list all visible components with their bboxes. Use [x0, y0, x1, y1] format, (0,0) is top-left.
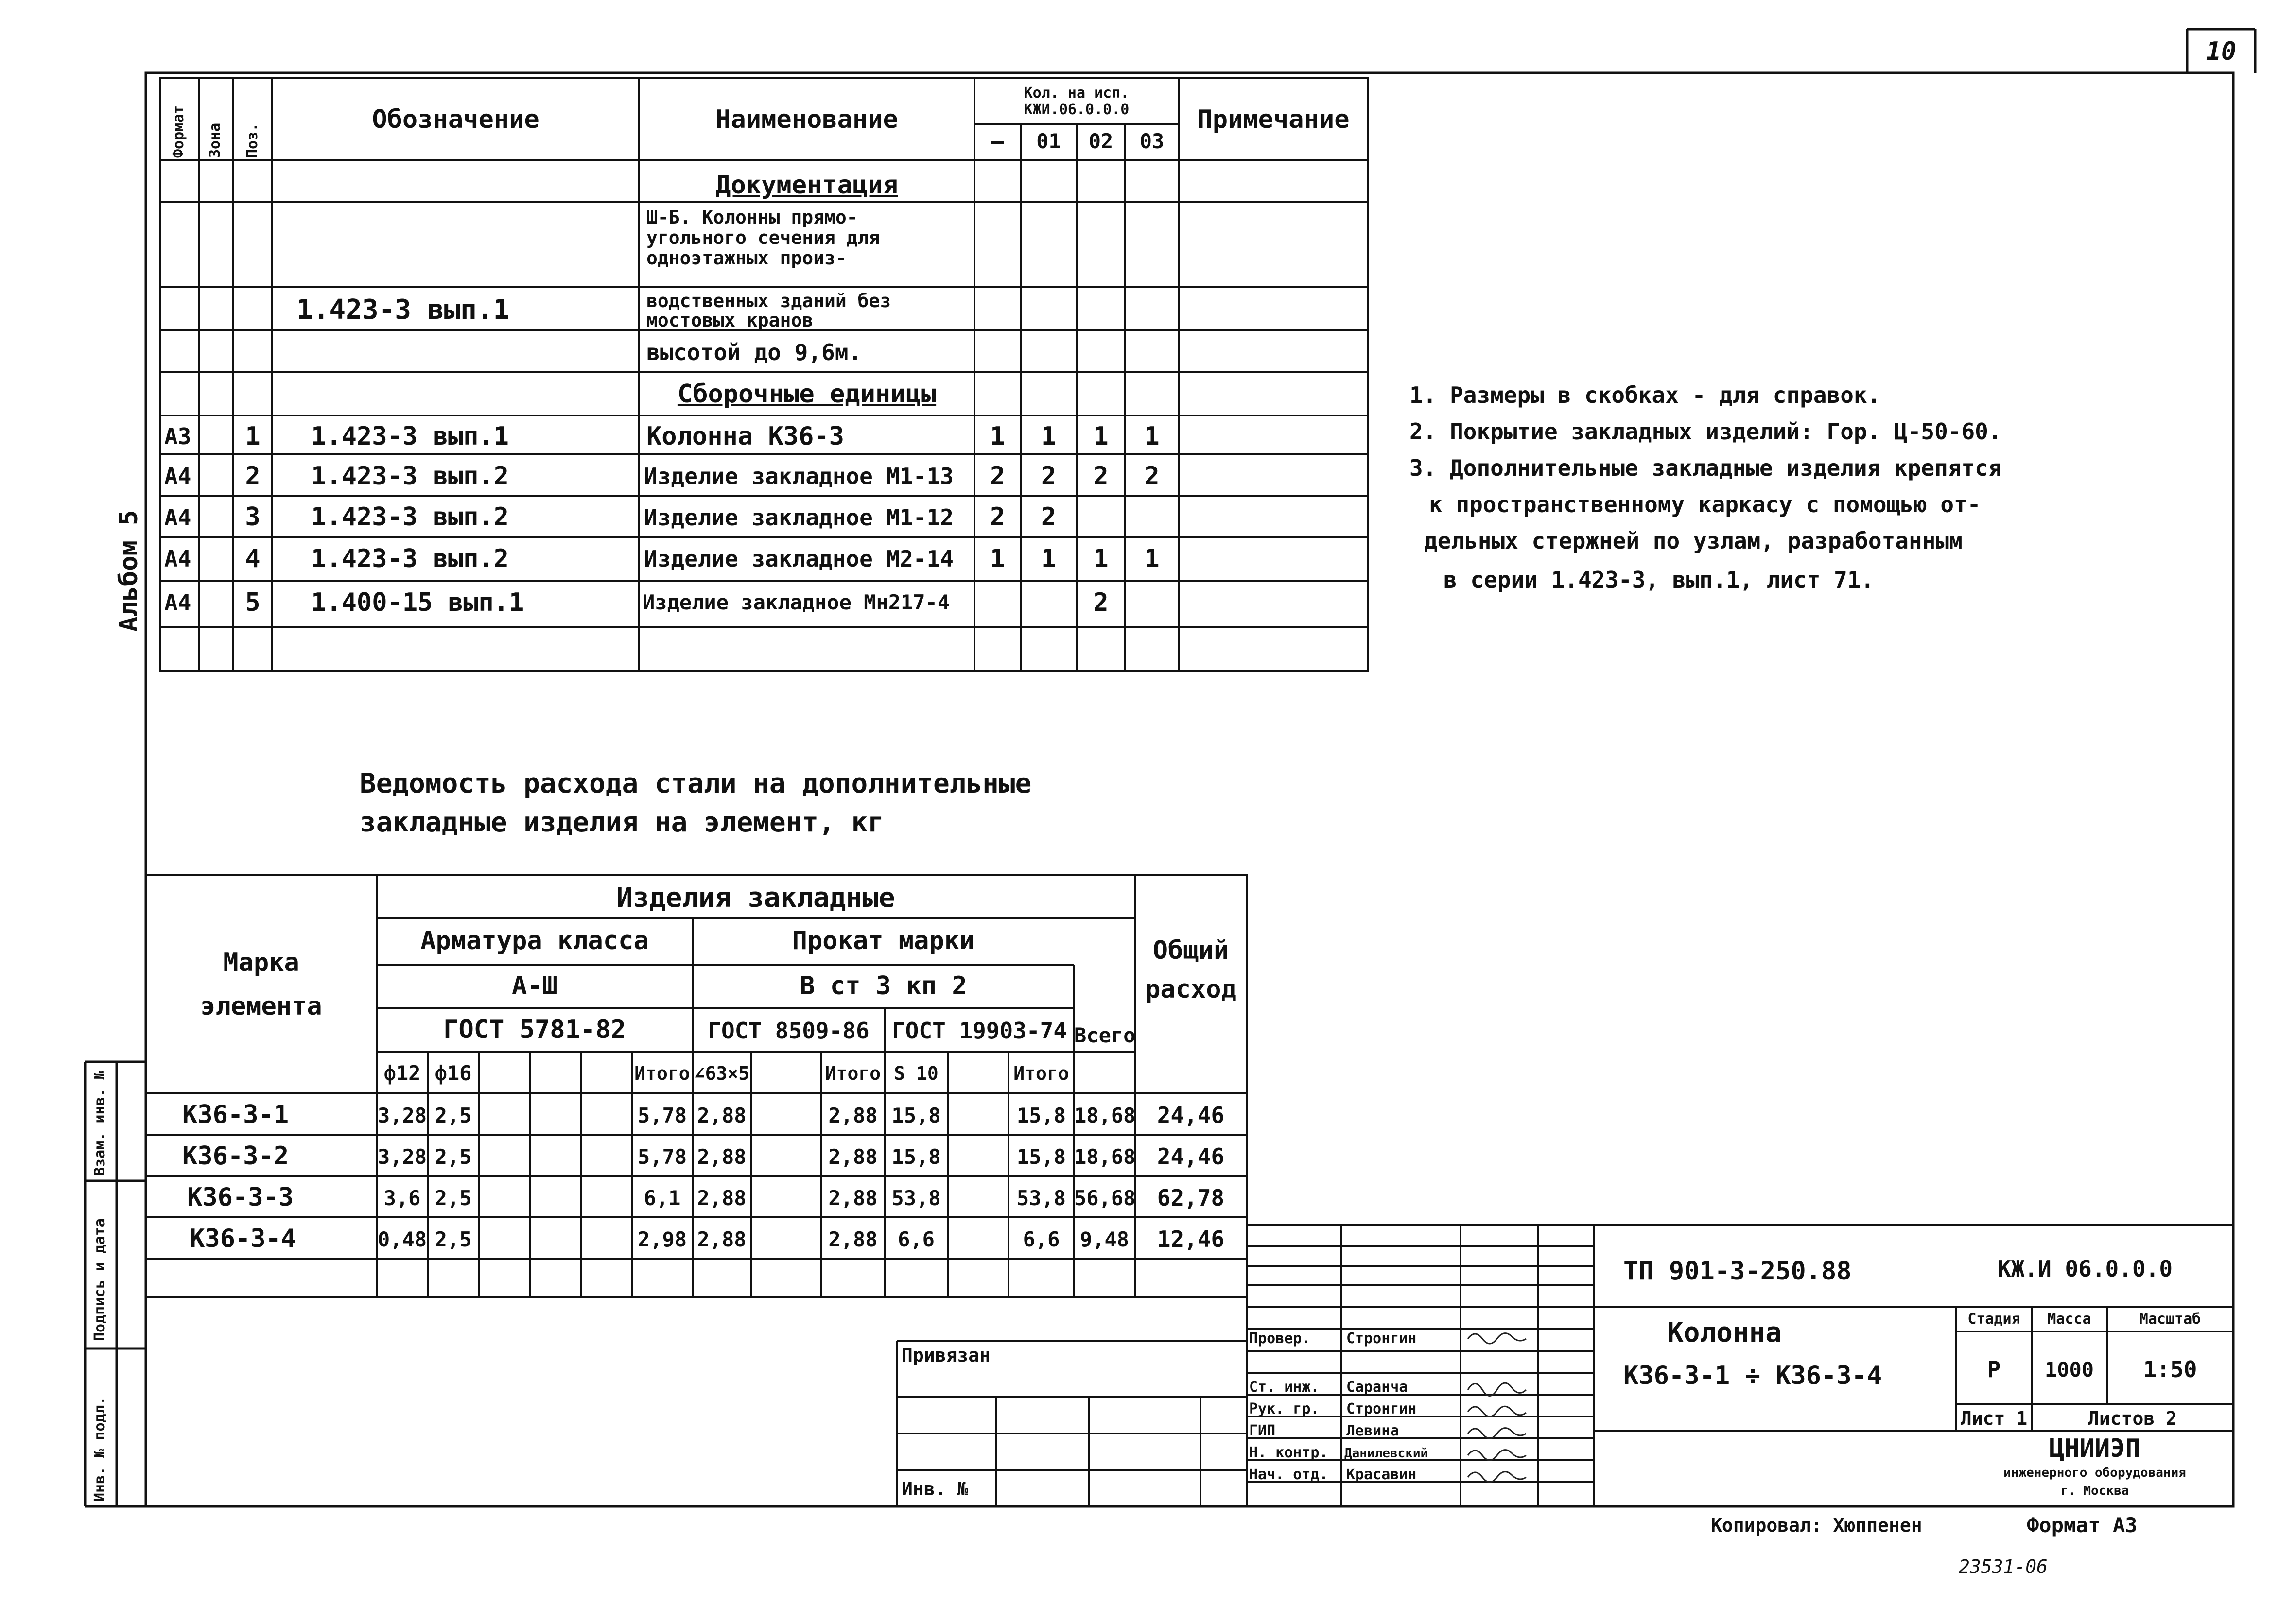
- spec-row-qty: 1: [1093, 422, 1109, 451]
- spec-row-qty: 2: [1093, 588, 1109, 617]
- title-sheets-label: Листов 2: [2087, 1408, 2177, 1429]
- spec-row-pos: 4: [245, 544, 261, 573]
- steel-header-general-2: расход: [1145, 975, 1236, 1004]
- steel-cell: 2,88: [697, 1104, 747, 1127]
- role-label: Провер.: [1249, 1330, 1311, 1347]
- steel-subcol: S 10: [894, 1063, 939, 1084]
- role-name: Левина: [1346, 1422, 1399, 1439]
- role-name: Саранча: [1346, 1379, 1408, 1396]
- spec-row-pos: 2: [245, 462, 261, 491]
- spec-row-qty: 1: [1093, 544, 1109, 573]
- spec-header-pos: Поз.: [244, 122, 261, 158]
- note-line-4: к пространственному каркасу с помощью от-: [1429, 491, 1981, 518]
- role-name: Данилевский: [1344, 1446, 1428, 1461]
- steel-cell: 2,5: [435, 1145, 472, 1169]
- sheet-number: 10: [2206, 37, 2237, 66]
- steel-cell: 2,88: [828, 1227, 878, 1251]
- spec-header-qty-2: 02: [1088, 129, 1113, 153]
- steel-subcol: ∠63×5: [694, 1063, 750, 1084]
- steel-cell: 2,88: [697, 1227, 747, 1251]
- title-object-marks: К36-3-1 ÷ К36-3-4: [1623, 1361, 1882, 1390]
- spec-row-designation: 1.423-3 вып.1: [311, 422, 509, 451]
- spec-header-zone: Зона: [207, 122, 224, 158]
- steel-cell: 5,78: [637, 1145, 687, 1169]
- steel-cell: 9,48: [1079, 1227, 1130, 1251]
- spec-row-format: А3: [164, 423, 191, 449]
- steel-cell: 15,8: [891, 1104, 941, 1127]
- title-scale-value: 1:50: [2143, 1356, 2197, 1382]
- spec-row-format: А4: [164, 504, 191, 531]
- note-line-1: 1. Размеры в скобках - для справок.: [1409, 382, 1881, 408]
- role-name: Стронгин: [1346, 1330, 1417, 1347]
- spec-doc-name-line-2: угольного сечения для: [646, 227, 880, 248]
- spec-row-name: Изделие закладное Мн217-4: [643, 590, 950, 614]
- spec-doc-name-line-4: водственных зданий без: [646, 290, 891, 311]
- title-sheet-label: Лист 1: [1960, 1408, 2028, 1429]
- steel-cell: 2,98: [637, 1227, 687, 1251]
- spec-row-qty: 1: [1041, 544, 1057, 573]
- steel-cell: 6,6: [1023, 1227, 1060, 1251]
- role-label: Нач. отд.: [1249, 1466, 1328, 1483]
- spec-header-name: Наименование: [715, 105, 898, 134]
- steel-header-items: Изделия закладные: [616, 882, 895, 914]
- strip-replace-label: Взам. инв. №: [91, 1071, 108, 1176]
- title-stage-label: Стадия: [1967, 1311, 2020, 1328]
- format-label: Формат А3: [2027, 1513, 2138, 1537]
- binding-inv-label: Инв. №: [902, 1478, 969, 1500]
- steel-header-gost-a: ГОСТ 8509-86: [708, 1018, 870, 1044]
- steel-cell: 0,48: [377, 1227, 427, 1251]
- steel-cell: 24,46: [1157, 1143, 1225, 1170]
- spec-row-qty: 2: [990, 502, 1006, 532]
- note-line-5: дельных стержней по узлам, разработанным: [1424, 528, 1963, 554]
- steel-header-rolled-grade: В ст 3 кп 2: [800, 971, 967, 1001]
- note-line-3: 3. Дополнительные закладные изделия крепятся: [1409, 455, 2002, 481]
- note-line-2: 2. Покрытие закладных изделий: Гор. Ц-50-60.: [1409, 418, 2002, 445]
- spec-row-qty: 2: [1041, 502, 1057, 532]
- spec-row-qty: 1: [990, 422, 1006, 451]
- steel-header-total-all: Всего: [1074, 1023, 1136, 1047]
- spec-row-qty: 2: [1093, 462, 1109, 491]
- title-mass-value: 1000: [2044, 1358, 2094, 1382]
- spec-row-qty: 2: [1041, 462, 1057, 491]
- title-org-line-3: г. Москва: [2060, 1484, 2129, 1498]
- steel-table-title-line-1: Ведомость расхода стали на дополнительные: [360, 768, 1032, 799]
- steel-subcol: Итого: [1013, 1063, 1069, 1084]
- role-label: Ст. инж.: [1249, 1379, 1320, 1396]
- spec-header-qty-3: 03: [1139, 129, 1165, 153]
- title-object-name: Колонна: [1667, 1317, 1782, 1348]
- title-stage-value: Р: [1987, 1356, 2001, 1382]
- binding-label: Привязан: [902, 1345, 991, 1366]
- steel-cell: 15,8: [1016, 1104, 1066, 1127]
- spec-row-designation: 1.423-3 вып.2: [311, 462, 509, 491]
- spec-doc-name-line-6: высотой до 9,6м.: [646, 339, 862, 365]
- spec-doc-designation: 1.423-3 вып.1: [296, 294, 510, 326]
- spec-section-assembly: Сборочные единицы: [677, 380, 937, 409]
- steel-cell: 6,1: [644, 1186, 681, 1210]
- spec-doc-name-line-1: Ш-Б. Колонны прямо-: [646, 207, 858, 228]
- steel-cell: 2,5: [435, 1104, 472, 1127]
- title-scale-label: Масштаб: [2139, 1311, 2201, 1328]
- steel-cell: 15,8: [1016, 1145, 1066, 1169]
- spec-header-qty-0: —: [991, 129, 1004, 153]
- steel-header-rolled: Прокат марки: [792, 926, 975, 955]
- steel-cell: 2,88: [828, 1104, 878, 1127]
- steel-cell: 15,8: [891, 1145, 941, 1169]
- steel-cell: 3,28: [377, 1104, 427, 1127]
- title-org-line-2: инженерного оборудования: [2003, 1466, 2186, 1480]
- spec-row-qty: 1: [1144, 544, 1160, 573]
- steel-cell: 2,5: [435, 1227, 472, 1251]
- spec-row-qty: 1: [1041, 422, 1057, 451]
- steel-row-mark: К36-3-1: [182, 1100, 289, 1129]
- spec-row-qty: 2: [990, 462, 1006, 491]
- steel-header-rebar-class: А-Ш: [512, 971, 557, 1001]
- steel-cell: 56,68: [1074, 1186, 1136, 1210]
- steel-cell: 53,8: [1016, 1186, 1066, 1210]
- spec-row-designation: 1.423-3 вып.2: [311, 502, 509, 532]
- spec-row-designation: 1.423-3 вып.2: [311, 544, 509, 573]
- steel-cell: 3,28: [377, 1145, 427, 1169]
- spec-row-qty: 1: [990, 544, 1006, 573]
- steel-subcol: Итого: [825, 1063, 881, 1084]
- steel-cell: 24,46: [1157, 1102, 1225, 1128]
- spec-row-format: А4: [164, 546, 191, 572]
- spec-doc-name-line-5: мостовых кранов: [646, 310, 814, 331]
- steel-cell: 18,68: [1074, 1104, 1136, 1127]
- spec-header-designation: Обозначение: [372, 105, 539, 134]
- title-doc-code: КЖ.И 06.0.0.0: [1998, 1256, 2173, 1282]
- steel-header-rebar: Арматура класса: [420, 926, 649, 955]
- steel-row-mark: К36-3-4: [190, 1224, 296, 1253]
- steel-row-mark: К36-3-3: [187, 1183, 294, 1212]
- spec-row-designation: 1.400-15 вып.1: [311, 588, 524, 617]
- steel-header-general-1: Общий: [1152, 936, 1229, 965]
- album-label: Альбом 5: [114, 510, 143, 632]
- steel-cell: 5,78: [637, 1104, 687, 1127]
- spec-doc-name-line-3: одноэтажных произ-: [646, 247, 847, 269]
- steel-cell: 62,78: [1157, 1185, 1225, 1211]
- steel-cell: 2,88: [697, 1186, 747, 1210]
- steel-cell: 2,88: [828, 1145, 878, 1169]
- steel-cell: 6,6: [898, 1227, 935, 1251]
- spec-row-format: А4: [164, 463, 191, 489]
- role-label: ГИП: [1249, 1422, 1276, 1439]
- role-name: Стронгин: [1346, 1400, 1417, 1417]
- spec-row-qty: 2: [1144, 462, 1160, 491]
- steel-subcol: ф12: [383, 1061, 421, 1085]
- steel-cell: 2,88: [828, 1186, 878, 1210]
- spec-header-qty-title: Кол. на исп. КЖИ.06.0.0.0: [1024, 85, 1130, 118]
- strip-inv-label: Инв. № подл.: [91, 1396, 108, 1502]
- steel-cell: 12,46: [1157, 1226, 1225, 1252]
- spec-header-qty-1: 01: [1036, 129, 1061, 153]
- steel-row-mark: К36-3-2: [182, 1141, 289, 1171]
- archive-number: 23531-06: [1959, 1556, 2048, 1577]
- title-org-name: ЦНИИЭП: [2049, 1434, 2140, 1463]
- spec-row-name: Изделие закладное М1-13: [644, 463, 954, 489]
- title-project-code: ТП 901-3-250.88: [1623, 1257, 1852, 1286]
- steel-cell: 2,5: [435, 1186, 472, 1210]
- steel-header-gost-b: ГОСТ 19903-74: [891, 1018, 1067, 1044]
- spec-section-documentation: Документация: [715, 171, 898, 200]
- spec-row-name: Колонна К36-3: [646, 422, 844, 451]
- role-label: Н. контр.: [1249, 1444, 1328, 1461]
- note-line-6: в серии 1.423-3, вып.1, лист 71.: [1444, 567, 1875, 593]
- spec-header-format: Формат: [170, 105, 187, 158]
- spec-row-pos: 3: [245, 502, 261, 532]
- copied-by: Копировал: Хюппенен: [1711, 1515, 1922, 1536]
- spec-row-qty: 1: [1144, 422, 1160, 451]
- steel-subcol: Итого: [634, 1063, 690, 1084]
- spec-row-pos: 5: [245, 588, 261, 617]
- spec-row-format: А4: [164, 589, 191, 616]
- steel-header-mark-2: элемента: [200, 992, 322, 1021]
- spec-row-name: Изделие закладное М1-12: [644, 504, 954, 531]
- spec-row-name: Изделие закладное М2-14: [644, 546, 954, 572]
- steel-cell: 2,88: [697, 1145, 747, 1169]
- steel-header-rebar-gost: ГОСТ 5781-82: [443, 1015, 626, 1044]
- title-mass-label: Масса: [2047, 1311, 2091, 1328]
- steel-subcol: ф16: [435, 1061, 472, 1085]
- spec-row-pos: 1: [245, 422, 261, 451]
- steel-cell: 18,68: [1074, 1145, 1136, 1169]
- role-name: Красавин: [1346, 1466, 1417, 1483]
- spec-header-note: Примечание: [1197, 105, 1350, 134]
- role-label: Рук. гр.: [1249, 1400, 1320, 1417]
- steel-cell: 53,8: [891, 1186, 941, 1210]
- steel-table-title-line-2: закладные изделия на элемент, кг: [360, 807, 884, 838]
- steel-header-mark-1: Марка: [223, 948, 299, 977]
- steel-cell: 3,6: [383, 1186, 421, 1210]
- strip-sign-label: Подпись и дата: [91, 1218, 108, 1341]
